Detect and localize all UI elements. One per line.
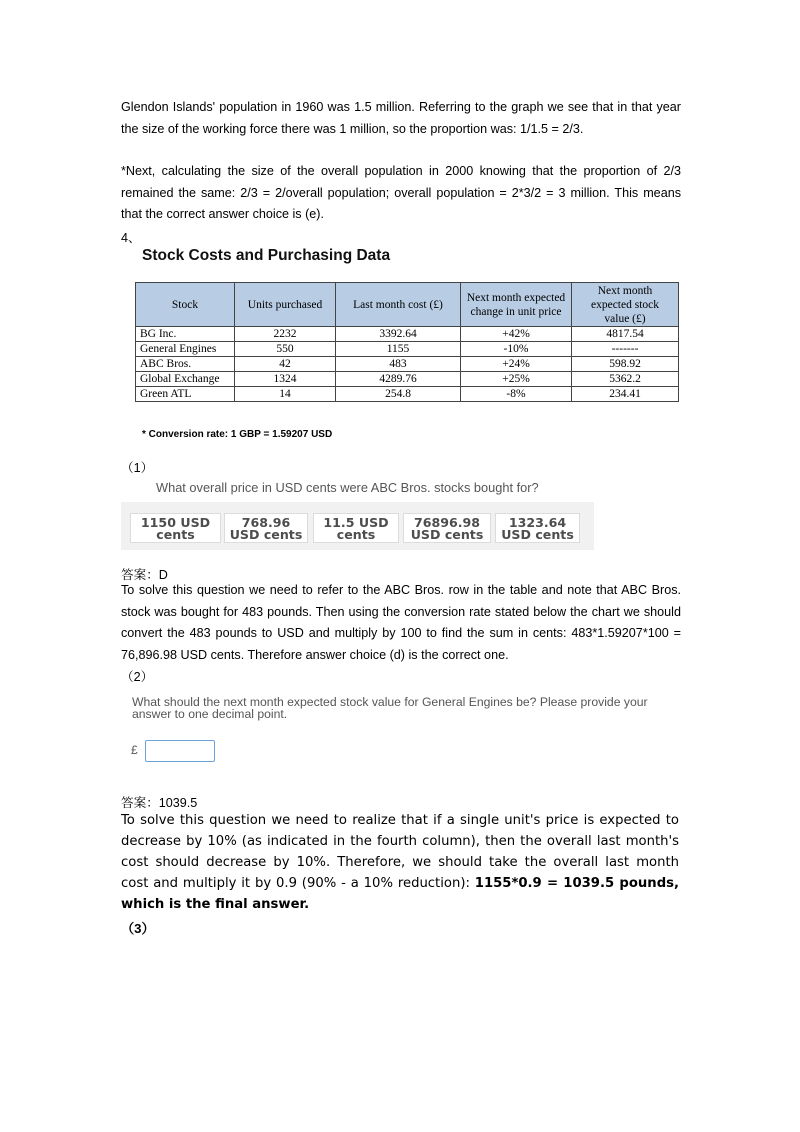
choice-b[interactable] — [224, 513, 308, 543]
header-last-month-cost: Last month cost (£) — [336, 283, 461, 327]
q1-explanation — [121, 580, 681, 666]
choice-d[interactable] — [403, 513, 491, 543]
choice-c[interactable] — [313, 513, 399, 543]
table-cell: 550 — [235, 342, 336, 357]
q1-expl-line-3: convert the 483 pounds to USD and multiply by 100 to find the sum in cents: 483*1.59207*100 = — [121, 626, 681, 640]
table-cell: ------- — [572, 342, 679, 357]
q1-answer: 答案：D — [121, 568, 168, 582]
table-cell: ABC Bros. — [136, 357, 235, 372]
table-row — [136, 372, 679, 387]
currency-symbol: £ — [131, 743, 138, 757]
conversion-footnote: * Conversion rate: 1 GBP = 1.59207 USD — [142, 429, 333, 440]
table-cell: Green ATL — [136, 387, 235, 402]
table-cell: -8% — [461, 387, 572, 402]
intro-line-3: *Next, calculating the size of the overall population in 2000 knowing that the proportion of 2/3 — [121, 164, 681, 178]
q1-question: What overall price in USD cents were ABC Bros. stocks bought for? — [156, 480, 539, 495]
choice-d-bottom: USD cents — [410, 526, 484, 542]
q2-expl-line-4-bold: 1155*0.9 = 1039.5 pounds, — [474, 876, 679, 891]
table-cell: 598.92 — [572, 357, 679, 372]
section-number: 4、 — [121, 231, 141, 245]
table-cell: 1324 — [235, 372, 336, 387]
choice-a-bottom: cents — [156, 526, 195, 542]
q2-answer: 答案：1039.5 — [121, 796, 198, 810]
q2-expl-line-1: To solve this question we need to realize that if a single unit's price is expected to — [121, 813, 679, 828]
intro-line-2: the size of the working force there was 1 million, so the proportion was: 1/1.5 = 2/3. — [121, 121, 584, 136]
table-header-row — [136, 283, 679, 327]
table-cell: +24% — [461, 357, 572, 372]
table-body — [136, 327, 679, 402]
q2-expl-line-4-normal: cost and multiply it by 0.9 (90% - a 10% reduction): — [121, 876, 475, 891]
table-row — [136, 387, 679, 402]
header-stock: Stock — [136, 283, 235, 327]
choice-d-top: 76896.98 — [413, 515, 481, 530]
q2-expl-line-5: which is the final answer. — [121, 897, 310, 912]
table-cell: BG Inc. — [136, 327, 235, 342]
choice-c-bottom: cents — [336, 526, 376, 542]
intro-paragraph-2 — [121, 161, 681, 226]
table-cell: 3392.64 — [336, 327, 461, 342]
table-cell: 483 — [336, 357, 461, 372]
table-row — [136, 342, 679, 357]
intro-paragraph-1 — [121, 97, 681, 140]
choice-a[interactable] — [130, 513, 221, 543]
q2-question-line-2: answer to one decimal point. — [132, 706, 288, 721]
q1-expl-line-4: 76,896.98 USD cents. Therefore answer choice (d) is the correct one. — [121, 647, 509, 662]
q1-expl-line-2: stock was bought for 483 pounds. Then using the conversion rate stated below the chart we should — [121, 604, 681, 619]
q1-expl-line-1: To solve this question we need to refer to the ABC Bros. row in the table and note that ABC Bros. — [121, 583, 681, 597]
choice-b-top: 768.96 — [241, 515, 291, 530]
choice-c-top: 11.5 USD — [323, 515, 389, 530]
table-cell: 1155 — [336, 342, 461, 357]
choice-e[interactable] — [495, 513, 580, 543]
q2-question-line-1: What should the next month expected stock value for General Engines be? Please provide your — [132, 695, 648, 709]
q1-number: （1） — [121, 461, 154, 475]
choice-e-bottom: USD cents — [501, 526, 574, 542]
table-cell: General Engines — [136, 342, 235, 357]
table-cell: 234.41 — [572, 387, 679, 402]
choice-a-top: 1150 USD — [140, 515, 211, 530]
q3-number: （3） — [121, 921, 155, 936]
table-cell: Global Exchange — [136, 372, 235, 387]
q2-explanation — [121, 810, 679, 915]
answer-input[interactable] — [145, 740, 215, 762]
header-expected-value: Next month expected stock value (£) — [572, 283, 679, 327]
q2-expl-line-4 — [121, 873, 679, 894]
table-cell: 4817.54 — [572, 327, 679, 342]
table-cell: +42% — [461, 327, 572, 342]
table-cell: 14 — [235, 387, 336, 402]
table-cell: 42 — [235, 357, 336, 372]
q2-question — [132, 697, 672, 720]
table-cell: 4289.76 — [336, 372, 461, 387]
intro-line-1: Glendon Islands' population in 1960 was 1.5 million. Referring to the graph we see that in that year — [121, 100, 681, 114]
table-row — [136, 327, 679, 342]
q2-expl-line-3: cost should decrease by 10%. Therefore, we should take the overall last month — [121, 855, 679, 870]
table-title: Stock Costs and Purchasing Data — [142, 247, 391, 264]
intro-line-4: remained the same: 2/3 = 2/overall population; overall population = 2*3/2 = 3 million. This means — [121, 185, 681, 200]
choice-e-top: 1323.64 — [508, 515, 567, 530]
table-cell: +25% — [461, 372, 572, 387]
q2-number: （2） — [121, 670, 154, 684]
header-units: Units purchased — [235, 283, 336, 327]
table-cell: 2232 — [235, 327, 336, 342]
table-cell: 254.8 — [336, 387, 461, 402]
table-row — [136, 357, 679, 372]
intro-line-5: that the correct answer choice is (e). — [121, 207, 324, 221]
choice-b-bottom: USD cents — [229, 526, 303, 542]
table-cell: -10% — [461, 342, 572, 357]
q2-expl-line-2: decrease by 10% (as indicated in the fourth column), then the overall last month's — [121, 834, 679, 849]
stock-table — [135, 282, 679, 402]
header-expected-change: Next month expected change in unit price — [461, 283, 572, 327]
table-cell: 5362.2 — [572, 372, 679, 387]
